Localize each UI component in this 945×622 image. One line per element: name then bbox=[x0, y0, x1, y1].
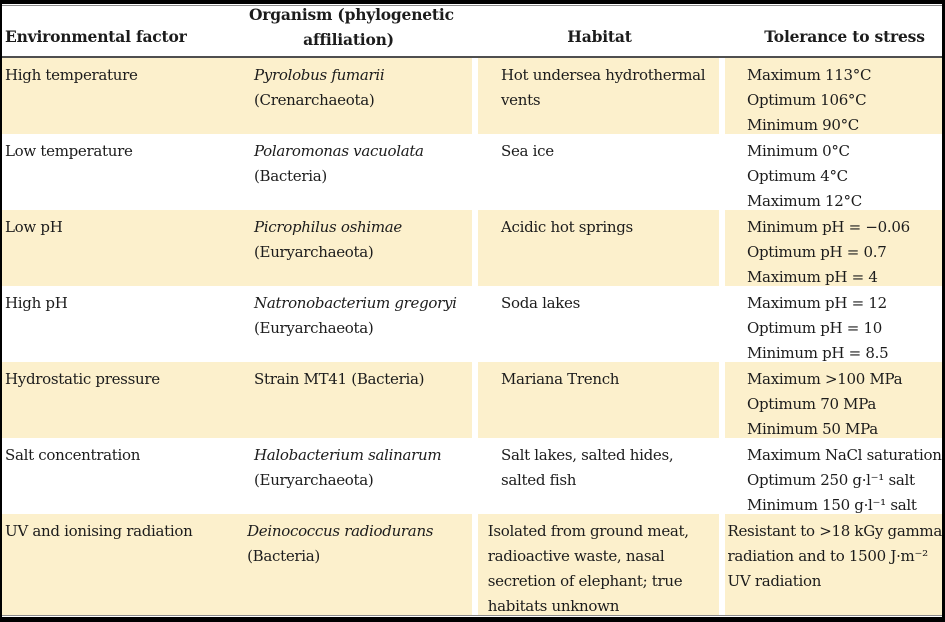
factor-text: Low pH bbox=[5, 218, 63, 236]
tolerance-text: Optimum pH = 10 bbox=[747, 319, 882, 337]
organism-name-text: Polaromonas vacuolata bbox=[254, 142, 424, 160]
cell-habitat bbox=[476, 58, 723, 134]
tolerance-text: Optimum 106°C bbox=[747, 91, 867, 109]
factor-text: High pH bbox=[5, 294, 68, 312]
tolerance-text: Maximum 12°C bbox=[747, 192, 862, 210]
cell-environmental-factor bbox=[2, 134, 249, 210]
header-text: Organism (phylogenetic bbox=[249, 5, 454, 24]
cell-environmental-factor bbox=[2, 286, 249, 362]
organism-name-text: Picrophilus oshimae bbox=[254, 218, 403, 236]
habitat-text: Isolated from ground meat, bbox=[487, 522, 689, 540]
factor-text: Low temperature bbox=[5, 142, 133, 160]
tolerance-text: Maximum 113°C bbox=[747, 66, 872, 84]
tolerance-text: Minimum pH = 8.5 bbox=[747, 344, 889, 362]
habitat-text: Mariana Trench bbox=[501, 370, 620, 388]
cell-organism bbox=[242, 514, 463, 615]
cell-tolerance bbox=[723, 438, 942, 514]
header-environmental-factor bbox=[2, 6, 249, 56]
cell-organism bbox=[249, 438, 476, 514]
organism-name-text: Strain MT41 (Bacteria) bbox=[254, 370, 425, 388]
cell-tolerance bbox=[723, 362, 942, 438]
organism-affiliation-text: (Euryarchaeota) bbox=[254, 319, 374, 337]
organism-name-text: Deinococcus radiodurans bbox=[247, 522, 434, 540]
tolerance-text: Optimum pH = 0.7 bbox=[747, 243, 887, 261]
header-text: Tolerance to stress bbox=[764, 27, 925, 46]
habitat-text: Hot undersea hydrothermal bbox=[501, 66, 706, 84]
tolerance-text: Optimum 70 MPa bbox=[747, 395, 876, 413]
cell-habitat bbox=[476, 210, 723, 286]
tolerance-text: Minimum pH = −0.06 bbox=[747, 218, 910, 236]
organism-affiliation-text: (Bacteria) bbox=[247, 547, 320, 565]
organism-name-text: Halobacterium salinarum bbox=[254, 446, 442, 464]
cell-organism bbox=[249, 134, 476, 210]
factor-text: Salt concentration bbox=[5, 446, 141, 464]
bottom-heavy-rule bbox=[2, 617, 942, 622]
cell-tolerance bbox=[703, 514, 942, 615]
habitat-text: salted fish bbox=[501, 471, 577, 489]
tolerance-text: Maximum pH = 4 bbox=[747, 268, 878, 286]
habitat-text: secretion of elephant; true bbox=[487, 572, 683, 590]
tolerance-text: Maximum >100 MPa bbox=[747, 370, 903, 388]
habitat-text: vents bbox=[501, 91, 541, 109]
tolerance-text: Optimum 4°C bbox=[747, 167, 848, 185]
cell-tolerance bbox=[723, 210, 942, 286]
tolerance-text: Maximum NaCl saturation bbox=[747, 446, 942, 464]
header-organism bbox=[249, 6, 476, 56]
habitat-text: radioactive waste, nasal bbox=[487, 547, 665, 565]
tolerance-text: Resistant to >18 kGy gamma bbox=[727, 522, 942, 540]
tolerance-text: Maximum pH = 12 bbox=[747, 294, 887, 312]
habitat-text: Sea ice bbox=[501, 142, 554, 160]
cell-habitat bbox=[476, 362, 723, 438]
cell-organism bbox=[249, 210, 476, 286]
tolerance-text: Minimum 150 g·l⁻¹ salt bbox=[747, 496, 917, 514]
habitat-text: Soda lakes bbox=[501, 294, 581, 312]
cell-tolerance bbox=[723, 58, 942, 134]
organism-affiliation-text: (Bacteria) bbox=[254, 167, 327, 185]
cell-habitat bbox=[476, 286, 723, 362]
tolerance-text: Minimum 50 MPa bbox=[747, 420, 878, 438]
cell-environmental-factor bbox=[2, 362, 249, 438]
factor-text: Hydrostatic pressure bbox=[5, 370, 160, 388]
tolerance-text: radiation and to 1500 J·m⁻² bbox=[727, 547, 928, 565]
organism-name-text: Natronobacterium gregoryi bbox=[254, 294, 457, 312]
factor-text: High temperature bbox=[5, 66, 138, 84]
cell-organism bbox=[249, 286, 476, 362]
header-habitat bbox=[476, 6, 723, 56]
table-header-row bbox=[2, 6, 942, 56]
header-text: Environmental factor bbox=[5, 27, 187, 46]
tolerance-text: Optimum 250 g·l⁻¹ salt bbox=[747, 471, 915, 489]
cell-tolerance bbox=[723, 134, 942, 210]
cell-environmental-factor bbox=[2, 58, 249, 134]
cell-environmental-factor bbox=[2, 210, 249, 286]
factor-text: UV and ionising radiation bbox=[5, 522, 193, 540]
tolerance-text: Minimum 0°C bbox=[747, 142, 850, 160]
organism-affiliation-text: (Euryarchaeota) bbox=[254, 471, 374, 489]
tolerance-text: Minimum 90°C bbox=[747, 116, 859, 134]
cell-tolerance bbox=[723, 286, 942, 362]
organism-affiliation-text: (Euryarchaeota) bbox=[254, 243, 374, 261]
cell-habitat bbox=[476, 438, 723, 514]
cell-habitat bbox=[476, 134, 723, 210]
table-body bbox=[2, 58, 942, 615]
cell-organism bbox=[249, 362, 476, 438]
cell-organism bbox=[249, 58, 476, 134]
organism-name-text: Pyrolobus fumarii bbox=[254, 66, 385, 84]
cell-environmental-factor bbox=[2, 514, 242, 615]
tolerance-text: UV radiation bbox=[727, 572, 822, 590]
header-tolerance bbox=[723, 6, 942, 56]
cell-environmental-factor bbox=[2, 438, 249, 514]
habitat-text: habitats unknown bbox=[487, 597, 620, 615]
habitat-text: Salt lakes, salted hides, bbox=[501, 446, 674, 464]
organism-affiliation-text: (Crenarchaeota) bbox=[254, 91, 375, 109]
header-text: Habitat bbox=[567, 27, 632, 46]
cell-habitat bbox=[463, 514, 704, 615]
header-text: affiliation) bbox=[303, 30, 394, 49]
habitat-text: Acidic hot springs bbox=[501, 218, 633, 236]
